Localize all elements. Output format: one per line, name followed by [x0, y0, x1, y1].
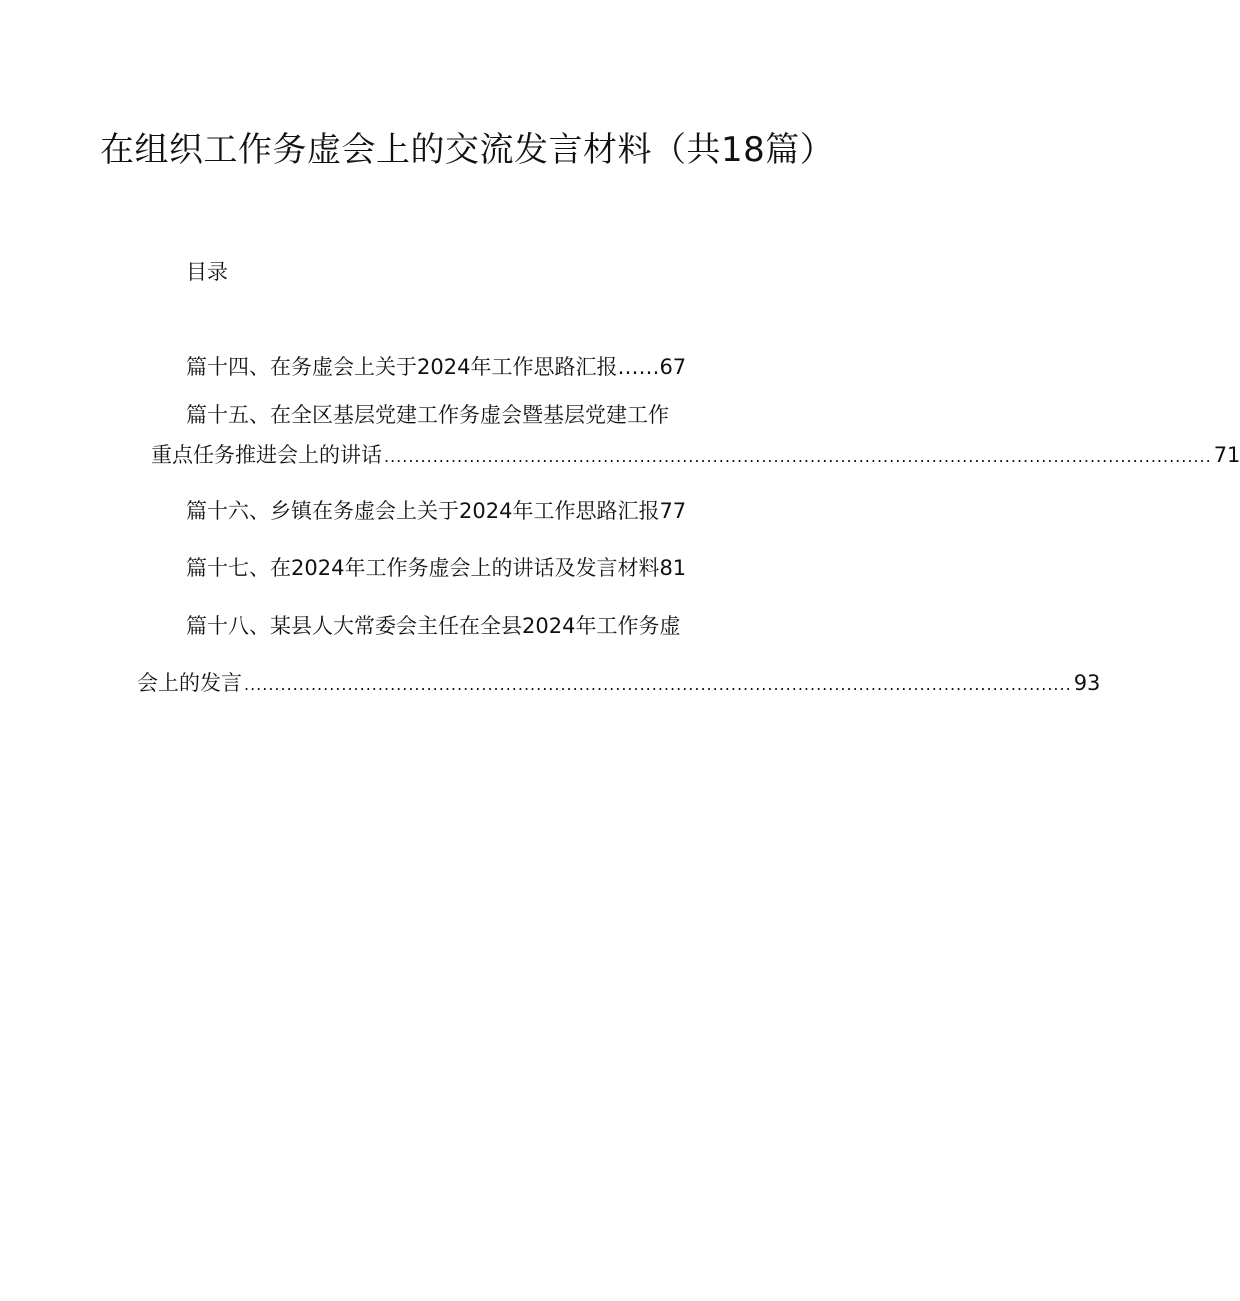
document-title: 在组织工作务虚会上的交流发言材料（共18篇） [100, 130, 835, 170]
toc-entry-17: 篇十七、在2024年工作务虚会上的讲话及发言材料81 [186, 556, 687, 580]
toc-leader-dots: ........................................................................................................................................ [384, 447, 1212, 466]
toc-heading: 目录 [186, 260, 228, 284]
toc-entry-14: 篇十四、在务虚会上关于2024年工作思路汇报……67 [186, 355, 687, 379]
toc-entry-18-line2-row [137, 668, 1101, 700]
toc-entry-15-line1: 篇十五、在全区基层党建工作务虚会暨基层党建工作 [186, 403, 669, 427]
toc-leader-dots: ........................................................................................................................................ [244, 675, 1072, 694]
toc-entry-15-line2: 重点任务推进会上的讲话 [151, 443, 382, 467]
toc-entry-16: 篇十六、乡镇在务虚会上关于2024年工作思路汇报77 [186, 499, 687, 523]
toc-entry-15-page: 71 [1213, 443, 1240, 467]
toc-entry-18-page: 93 [1073, 671, 1101, 695]
toc-entry-18-line1: 篇十八、某县人大常委会主任在全县2024年工作务虚 [186, 614, 681, 638]
toc-entry-15-line2-row [151, 440, 1240, 472]
toc-entry-18-line2: 会上的发言 [137, 671, 242, 695]
